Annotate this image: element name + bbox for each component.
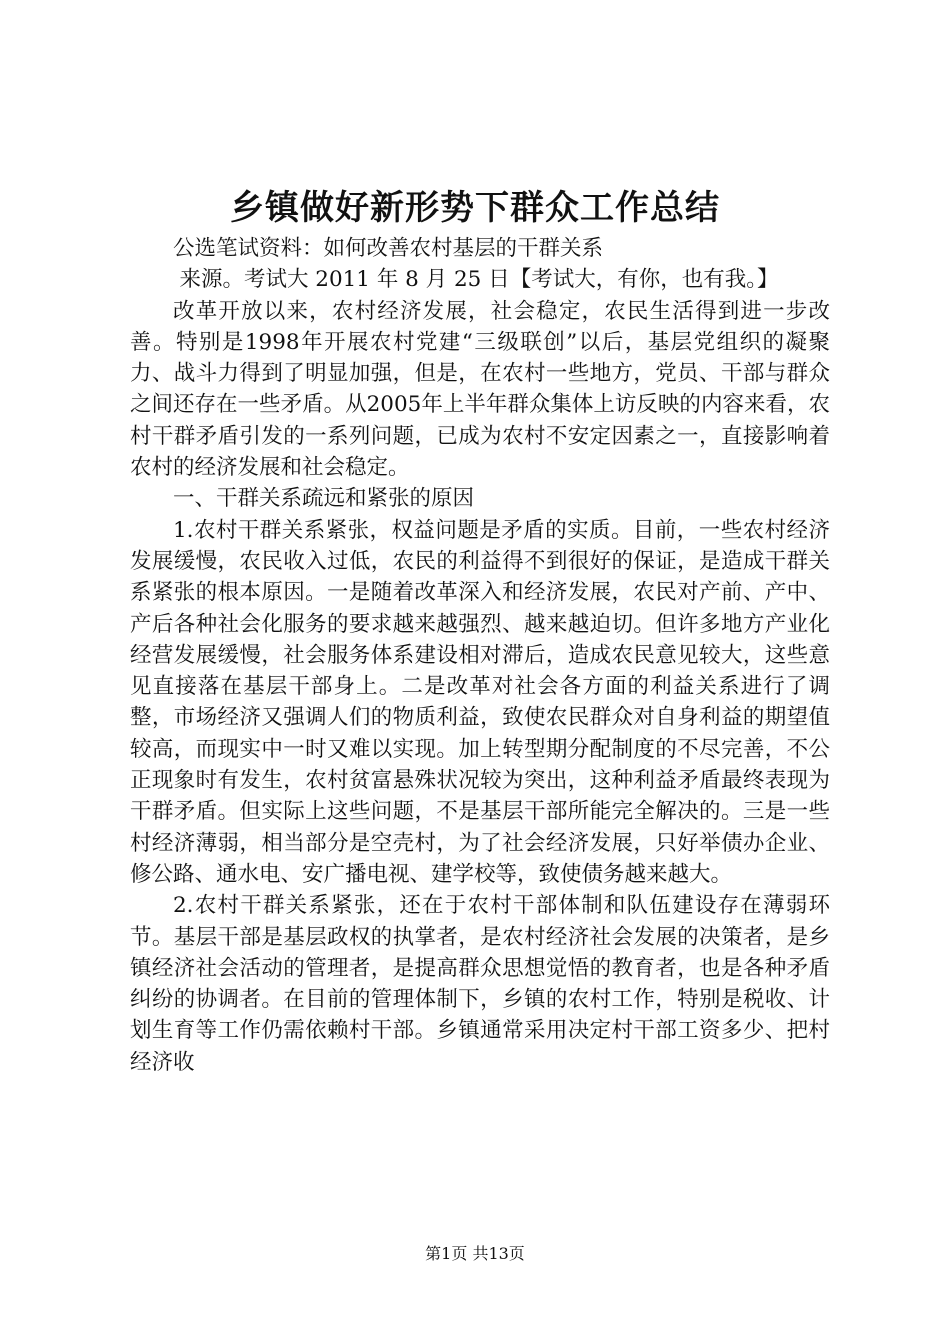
paragraph-subtitle: 公选笔试资料：如何改善农村基层的干群关系 bbox=[173, 236, 604, 261]
document-body bbox=[130, 233, 830, 1078]
paragraph-point-2: 2.农村干群关系紧张，还在于农村干部体制和队伍建设存在薄弱环节。基层干部是基层政权的执掌者，是农村经济社会发展的决策者，是乡镇经济社会活动的管理者，是提高群众思想觉悟的教育者，也是各种矛盾纠纷的协调者。在目前的管理体制下，乡镇的农村工作，特别是税收、计划生育等工作仍需依赖村干部。乡镇通常采用决定村干部工资多少、把村经济收 bbox=[130, 893, 830, 1075]
paragraph-intro: 改革开放以来，农村经济发展，社会稳定，农民生活得到进一步改善。特别是1998年开展农村党建“三级联创”以后，基层党组织的凝聚力、战斗力得到了明显加强，但是，在农村一些地方，党员、干部与群众之间还存在一些矛盾。从2005年上半年群众集体上访反映的内容来看，农村干群矛盾引发的一系列问题，已成为农村不安定因素之一，直接影响着农村的经济发展和社会稳定。 bbox=[130, 298, 830, 481]
page-number-footer: 第1页 共13页 bbox=[425, 1244, 525, 1263]
section-heading: 一、干群关系疏远和紧张的原因 bbox=[173, 486, 475, 512]
paragraph-point-1: 1.农村干群关系紧张，权益问题是矛盾的实质。目前，一些农村经济发展缓慢，农民收入过低，农民的利益得不到很好的保证，是造成干群关系紧张的根本原因。一是随着改革深入和经济发展，农民对产前、产中、产后各种社会化服务的要求越来越强烈、越来越迫切。但许多地方产业化经营发展缓慢，社会服务体系建设相对滞后，造成农民意见较大，这些意见直接落在基层干部身上。二是改革对社会各方面的利益关系进行了调整，市场经济又强调人们的物质利益，致使农民群众对自身利益的期望值较高，而现实中一时又难以实现。加上转型期分配制度的不尽完善，不公正现象时有发生，农村贫富悬殊状况较为突出，这种利益矛盾最终表现为干群矛盾。但实际上这些问题，不是基层干部所能完全解决的。三是一些村经济薄弱，相当部分是空壳村，为了社会经济发展，只好举债办企业、修公路、通水电、安广播电视、建学校等，致使债务越来越大。 bbox=[130, 517, 830, 887]
paragraph-source: 来源。考试大 2011 年 8 月 25 日【考试大，有你，也有我。】 bbox=[179, 267, 779, 293]
document-title: 乡镇做好新形势下群众工作总结 bbox=[230, 188, 720, 228]
